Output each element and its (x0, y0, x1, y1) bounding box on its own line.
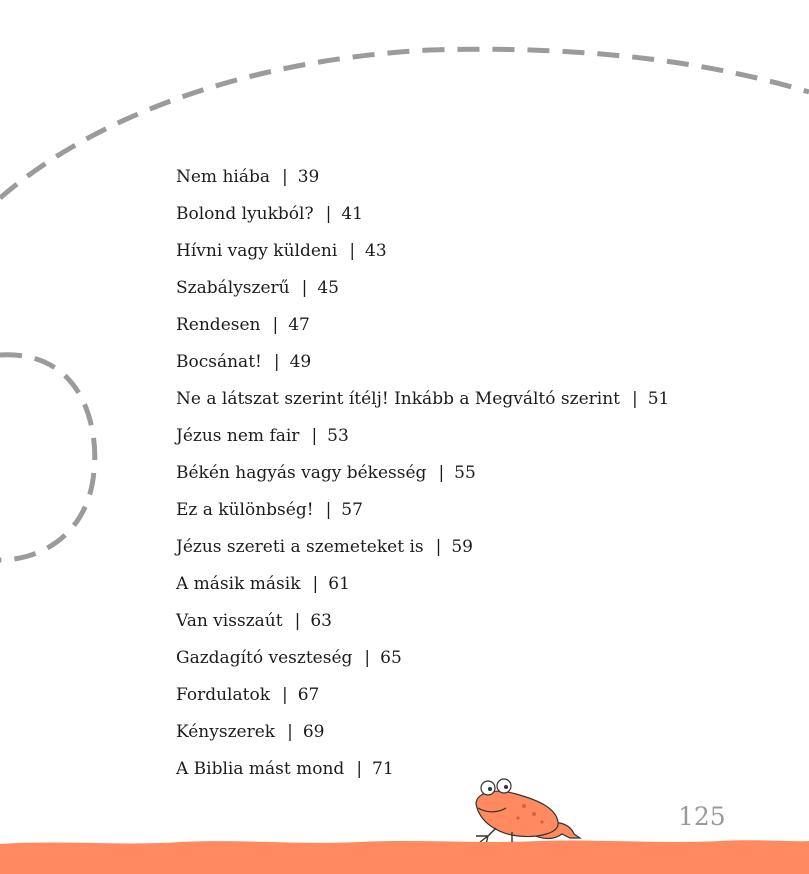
toc-separator: | (312, 574, 319, 594)
toc-entry (176, 716, 669, 753)
toc-entry (176, 568, 669, 605)
toc-separator: | (282, 167, 288, 187)
toc-separator: | (356, 759, 363, 779)
toc-entry (176, 679, 669, 716)
toc-entry (176, 272, 669, 309)
toc-entry (176, 198, 669, 235)
toc-entry-page: 53 (327, 426, 349, 446)
toc-entry (176, 235, 669, 272)
toc-entry-page: 39 (297, 167, 320, 187)
toc-entry (176, 753, 669, 790)
toc-entry-title: Szabályszerű (176, 278, 290, 298)
toc-entry-page: 69 (302, 722, 325, 742)
toc-entry-page: 45 (317, 278, 339, 298)
toc-separator: | (282, 685, 288, 705)
toc-separator: | (287, 722, 293, 742)
toc-entry-page: 43 (365, 241, 387, 261)
toc-entry-title: Kényszerek (176, 722, 276, 742)
toc-separator: | (273, 352, 280, 372)
toc-separator: | (435, 537, 442, 557)
toc-entry-page: 41 (341, 204, 363, 224)
toc-separator: | (294, 611, 301, 631)
toc-separator: | (301, 278, 308, 298)
toc-entry-page: 57 (341, 500, 363, 520)
toc-entry-title: Nem hiába (176, 167, 270, 187)
toc-entry (176, 494, 669, 531)
table-of-contents (176, 161, 669, 790)
toc-separator: | (349, 241, 356, 261)
toc-entry-title: A másik másik (176, 574, 301, 594)
toc-entry-title: Rendesen (176, 315, 261, 335)
toc-entry-title: A Biblia mást mond (176, 759, 345, 779)
toc-separator: | (325, 500, 332, 520)
toc-entry-title: Békén hagyás vagy békesség (176, 463, 427, 483)
toc-entry-title: Van visszaút (176, 611, 283, 631)
toc-entry-page: 61 (328, 574, 350, 594)
toc-separator: | (364, 648, 371, 668)
toc-entry (176, 346, 669, 383)
toc-entry-page: 59 (451, 537, 473, 557)
toc-separator: | (325, 204, 332, 224)
toc-entry (176, 457, 669, 494)
toc-entry-title: Hívni vagy küldeni (176, 241, 338, 261)
toc-separator: | (631, 389, 638, 409)
toc-entry (176, 605, 669, 642)
toc-entry-title: Jézus szereti a szemeteket is (176, 537, 424, 557)
toc-entry-page: 49 (289, 352, 312, 372)
bottom-orange-band (0, 836, 809, 874)
toc-entry (176, 309, 669, 346)
toc-separator: | (311, 426, 318, 446)
toc-entry-page: 67 (297, 685, 320, 705)
dashed-arc-left (0, 355, 95, 560)
toc-entry-page: 47 (288, 315, 310, 335)
toc-entry-title: Bocsánat! (176, 352, 262, 372)
toc-separator: | (272, 315, 279, 335)
toc-entry (176, 420, 669, 457)
toc-entry-title: Ez a különbség! (176, 500, 314, 520)
toc-entry-title: Jézus nem fair (176, 426, 300, 446)
toc-entry-page: 65 (380, 648, 402, 668)
toc-entry-title: Bolond lyukból? (176, 204, 314, 224)
toc-entry (176, 383, 669, 420)
page-number: 125 (678, 802, 726, 831)
toc-entry-page: 55 (454, 463, 476, 483)
toc-entry-title: Ne a látszat szerint ítélj! Inkább a Megváltó szerint (176, 389, 620, 409)
toc-entry (176, 531, 669, 568)
toc-entry-title: Gazdagító veszteség (176, 648, 353, 668)
toc-entry-page: 71 (372, 759, 394, 779)
toc-entry-page: 63 (310, 611, 332, 631)
toc-entry-page: 51 (647, 389, 670, 409)
toc-entry (176, 161, 669, 198)
toc-separator: | (438, 463, 445, 483)
toc-entry (176, 642, 669, 679)
toc-entry-title: Fordulatok (176, 685, 270, 705)
